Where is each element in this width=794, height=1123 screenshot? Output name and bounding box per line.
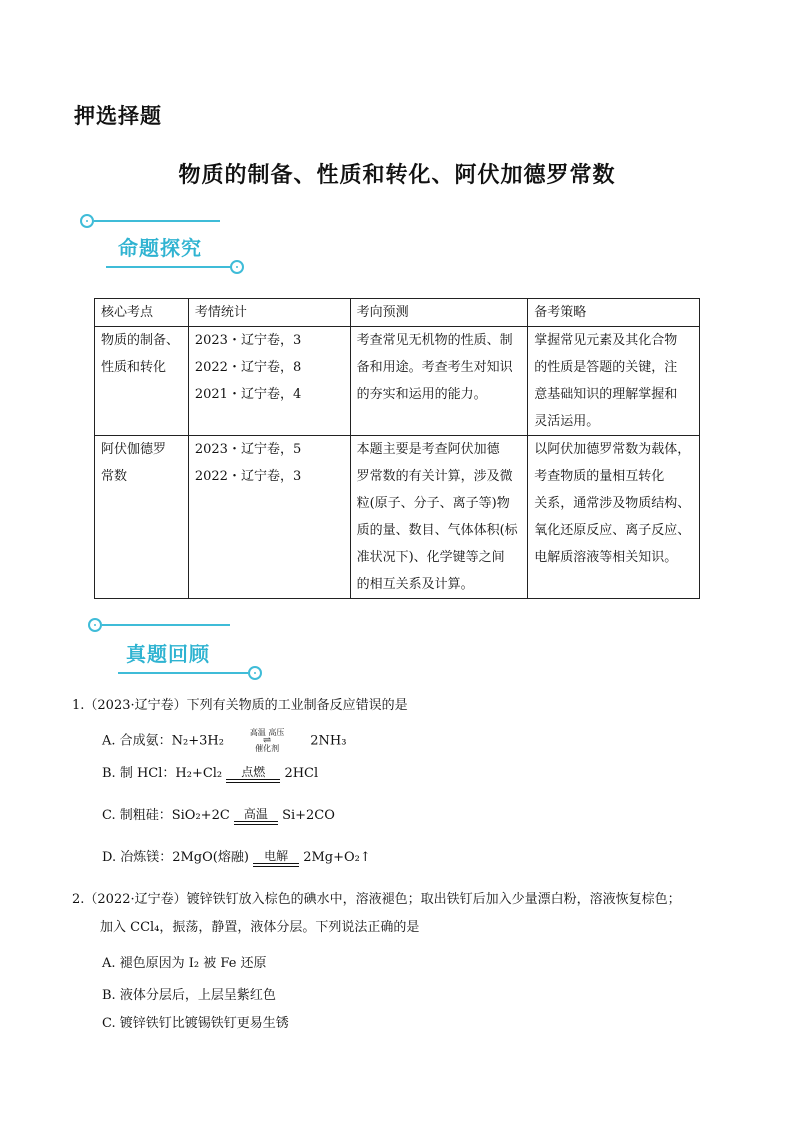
option-product: 2Mg+O₂↑ xyxy=(303,850,371,865)
option-label: D. 冶炼镁：2MgO(熔融) xyxy=(102,850,249,865)
cell-line: 以阿伏加德罗常数为载体， xyxy=(534,442,691,457)
table-cell-topic xyxy=(95,327,189,436)
cell-line: 灵活运用。 xyxy=(534,414,600,429)
banner-ming-ti xyxy=(80,210,250,280)
cell-line: 阿伏伽德罗 xyxy=(101,442,167,457)
reaction-arrow xyxy=(253,849,299,867)
table-cell-stats xyxy=(188,327,350,436)
table-header-cell: 备考策略 xyxy=(528,299,700,327)
table-cell-topic xyxy=(95,436,189,599)
cell-line: 的夯实和运用的能力。 xyxy=(356,387,487,402)
cell-line: 2023・辽宁卷，5 xyxy=(194,442,302,457)
banner-label: 命题探究 xyxy=(118,236,202,260)
option-label: A. 合成氨：N₂+3H₂ xyxy=(102,733,224,749)
question-2-stem-line1: 2.（2022·辽宁卷）镀锌铁钉放入棕色的碘水中，溶液褪色；取出铁钉后加入少量漂白粉，溶液恢复棕色； xyxy=(72,892,681,907)
q1-option-c xyxy=(102,804,335,825)
equilibrium-icon: ⇌ xyxy=(262,735,272,746)
q1-option-b xyxy=(102,762,318,783)
cell-line: 质的量、数目、气体体积(标 xyxy=(356,523,518,538)
question-2-stem-line2: 加入 CCl₄，振荡，静置，液体分层。下列说法正确的是 xyxy=(100,920,420,935)
q2-option-c: C. 镀锌铁钉比镀锡铁钉更易生锈 xyxy=(102,1016,289,1031)
cell-line: 常数 xyxy=(101,469,128,484)
banner-dot-right xyxy=(248,666,262,680)
table-row xyxy=(95,327,700,436)
cell-line: 2023・辽宁卷，3 xyxy=(194,333,302,348)
cell-line: 关系，通常涉及物质结构、 xyxy=(534,496,691,511)
reaction-arrow xyxy=(234,807,278,825)
cell-line: 意基础知识的理解掌握和 xyxy=(534,387,678,402)
cell-line: 2022・辽宁卷，8 xyxy=(194,360,302,375)
cell-line: 2021・辽宁卷，4 xyxy=(194,387,302,402)
cell-line: 准状况下)、化学键等之间 xyxy=(356,550,505,565)
condition: 点燃 xyxy=(241,764,266,779)
double-line-icon xyxy=(253,863,299,867)
condition-bottom: 催化剂 xyxy=(255,744,280,753)
q1-option-d xyxy=(102,846,371,867)
double-line-icon xyxy=(226,779,280,783)
table-cell-stats xyxy=(188,436,350,599)
condition: 电解 xyxy=(264,848,289,863)
table-cell-forecast xyxy=(350,436,528,599)
question-1-stem: 1.（2023·辽宁卷）下列有关物质的工业制备反应错误的是 xyxy=(72,698,408,713)
table-header-cell: 核心考点 xyxy=(95,299,189,327)
cell-line: 备和用途。考查考生对知识 xyxy=(356,360,513,375)
exam-table xyxy=(94,298,700,599)
cell-line: 2022・辽宁卷，3 xyxy=(194,469,302,484)
cell-line: 物质的制备、 xyxy=(101,333,180,348)
table-cell-forecast xyxy=(350,327,528,436)
q1-option-a xyxy=(102,728,346,754)
condition: 高温 xyxy=(243,806,268,821)
page-title: 物质的制备、性质和转化、阿伏加德罗常数 xyxy=(178,163,616,188)
table-cell-strategy xyxy=(528,327,700,436)
double-line-icon xyxy=(234,821,278,825)
cell-line: 掌握常见元素及其化合物 xyxy=(534,333,678,348)
banner-line-top xyxy=(102,624,230,626)
cell-line: 电解质溶液等相关知识。 xyxy=(534,550,678,565)
cell-line: 的相互关系及计算。 xyxy=(356,577,474,592)
q2-option-a: A. 褪色原因为 I₂ 被 Fe 还原 xyxy=(102,956,267,971)
table-header-cell: 考向预测 xyxy=(350,299,528,327)
banner-line-bottom xyxy=(106,266,232,268)
banner-dot-right xyxy=(230,260,244,274)
banner-dot-left xyxy=(80,214,94,228)
cell-line: 考查常见无机物的性质、制 xyxy=(356,333,513,348)
table-row xyxy=(95,436,700,599)
reaction-arrow xyxy=(226,765,280,783)
option-label: C. 制粗硅：SiO₂+2C xyxy=(102,808,230,823)
cell-line: 本题主要是考查阿伏加德 xyxy=(356,442,500,457)
cell-line: 性质和转化 xyxy=(101,360,167,375)
banner-label: 真题回顾 xyxy=(126,642,210,666)
option-product: Si+2CO xyxy=(282,808,335,823)
banner-line-top xyxy=(94,220,220,222)
condition-top: 高温 高压 xyxy=(249,728,285,737)
cell-line: 考查物质的量相互转化 xyxy=(534,469,665,484)
table-cell-strategy xyxy=(528,436,700,599)
banner-line-bottom xyxy=(118,672,248,674)
option-label: B. 制 HCl：H₂+Cl₂ xyxy=(102,766,223,781)
cell-line: 氧化还原反应、离子反应、 xyxy=(534,523,691,538)
reversible-arrow xyxy=(232,728,302,754)
cell-line: 罗常数的有关计算，涉及微 xyxy=(356,469,513,484)
table-header-cell: 考情统计 xyxy=(188,299,350,327)
cell-line: 的性质是答题的关键，注 xyxy=(534,360,678,375)
option-product: 2NH₃ xyxy=(310,733,347,749)
table-header-row xyxy=(95,299,700,327)
option-product: 2HCl xyxy=(284,766,319,781)
banner-zhen-ti xyxy=(88,616,268,686)
cell-line: 粒(原子、分子、离子等)物 xyxy=(356,496,510,511)
banner-dot-left xyxy=(88,618,102,632)
section-heading: 押选择题 xyxy=(74,104,162,128)
q2-option-b: B. 液体分层后，上层呈紫红色 xyxy=(102,988,276,1003)
